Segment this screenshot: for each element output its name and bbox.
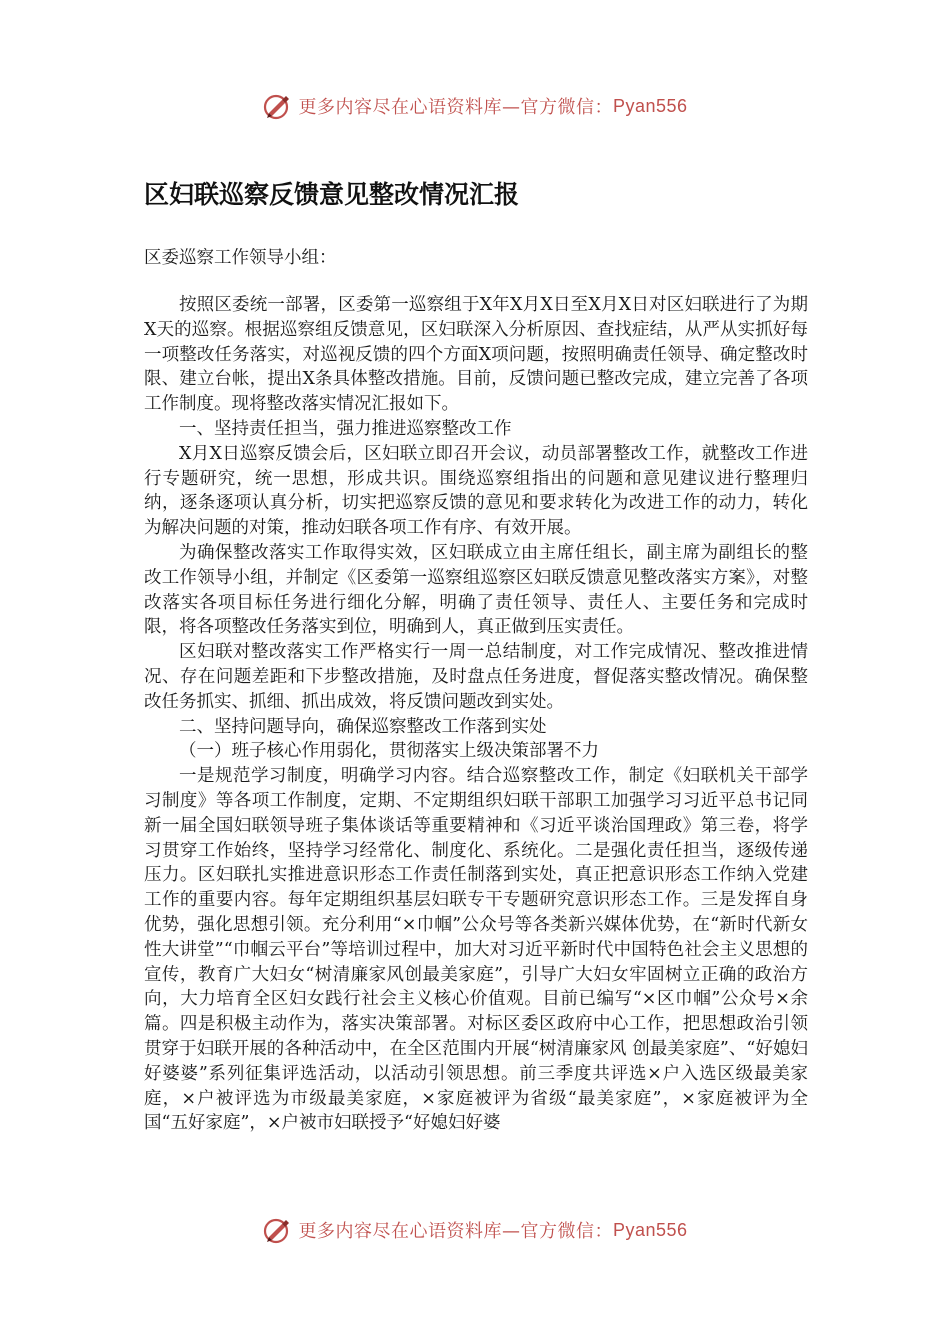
section-heading-1: 一、坚持责任担当，强力推进巡察整改工作 [179, 418, 512, 439]
watermark-wechat-id: Pyan556 [612, 95, 688, 116]
watermark-text: 更多内容尽在心语资料库—官方微信： [298, 97, 613, 118]
salutation: 区委巡察工作领导小组： [144, 248, 337, 268]
paragraph: 一是规范学习制度，明确学习内容。结合巡察整改工作，制定《妇联机关干部学习制度》等各项工作制度，定期、不定期组织妇联干部职工加强学习习近平总书记同新一届全国妇联领导班子集体谈话等重要精神和《习近平谈治国理政》第三卷，将学习贯穿工作始终，坚持学习经常化、制度化、系统化。二是强化责任担当，逐级传递压力。区妇联扎实推进意识形态工作责任制落到实处，真正把意识形态工作纳入党建工作的重要内容。每年定期组织基层妇联专干专题研究意识形态工作。三是发挥自身优势，强化思想引领。充分利用“×巾帼”公众号等各类新兴媒体优势，在“新时代新女性大讲堂”“巾帼云平台”等培训过程中，加大对习近平新时代中国特色社会主义思想的宣传，教育广大妇女“树清廉家风创最美家庭”，引导广大妇女牢固树立正确的政治方向，大力培育全区妇女践行社会主义核心价值观。目前已编写“×区巾帼”公众号×余篇。四是积极主动作为，落实决策部署。对标区委区政府中心工作，把思想政治引领贯穿于妇联开展的各种活动中，在全区范围内开展“树清廉家风 创最美家庭”、“好媳妇好婆婆”系列征集评选活动，以活动引领思想。前三季度共评选×户入选区级最美家庭，×户被评选为市级最美家庭，×家庭被评为省级“最美家庭”，×家庭被评为全国“五好家庭”，×户被市妇联授予“好媳妇好婆 [144, 766, 808, 1134]
pen-logo-icon [262, 91, 292, 121]
watermark-top [0, 86, 950, 126]
paragraph-intro: 按照区委统一部署，区委第一巡察组于X年X月X日至X月X日对区妇联进行了为期X天的巡察。根据巡察组反馈意见，区妇联深入分析原因、查找症结，从严从实抓好每一项整改任务落实，对巡视反馈的四个方面X项问题，按照明确责任领导、确定整改时限、建立台帐，提出X条具体整改措施。目前，反馈问题已整改完成，建立完善了各项工作制度。现将整改落实情况汇报如下。 [144, 295, 808, 415]
document-title: 区妇联巡察反馈意见整改情况汇报 [144, 180, 520, 209]
watermark-wechat-id: Pyan556 [612, 1219, 688, 1240]
pen-logo-icon [262, 1215, 292, 1245]
document-body [144, 293, 808, 1136]
paragraph: 为确保整改落实工作取得实效，区妇联成立由主席任组长，副主席为副组长的整改工作领导小组，并制定《区委第一巡察组巡察区妇联反馈意见整改落实方案》，对整改落实各项目标任务进行细化分解，明确了责任领导、责任人、主要任务和完成时限，将各项整改任务落实到位，明确到人，真正做到压实责任。 [144, 542, 808, 638]
watermark-text: 更多内容尽在心语资料库—官方微信： [298, 1221, 613, 1242]
watermark-bottom [0, 1210, 950, 1250]
paragraph: X月X日巡察反馈会后，区妇联立即召开会议，动员部署整改工作，就整改工作进行专题研究，统一思想，形成共识。围绕巡察组指出的问题和意见建议进行整理归纳，逐条逐项认真分析，切实把巡察反馈的意见和要求转化为改进工作的动力，转化为解决问题的对策，推动妇联各项工作有序、有效开展。 [144, 443, 808, 539]
subsection-heading-1: （一）班子核心作用弱化，贯彻落实上级决策部署不力 [179, 741, 599, 762]
section-heading-2: 二、坚持问题导向，确保巡察整改工作落到实处 [179, 716, 547, 737]
paragraph: 区妇联对整改落实工作严格实行一周一总结制度，对工作完成情况、整改推进情况、存在问题差距和下步整改措施，及时盘点任务进度，督促落实整改情况。确保整改任务抓实、抓细、抓出成效，将反馈问题改到实处。 [144, 642, 808, 712]
